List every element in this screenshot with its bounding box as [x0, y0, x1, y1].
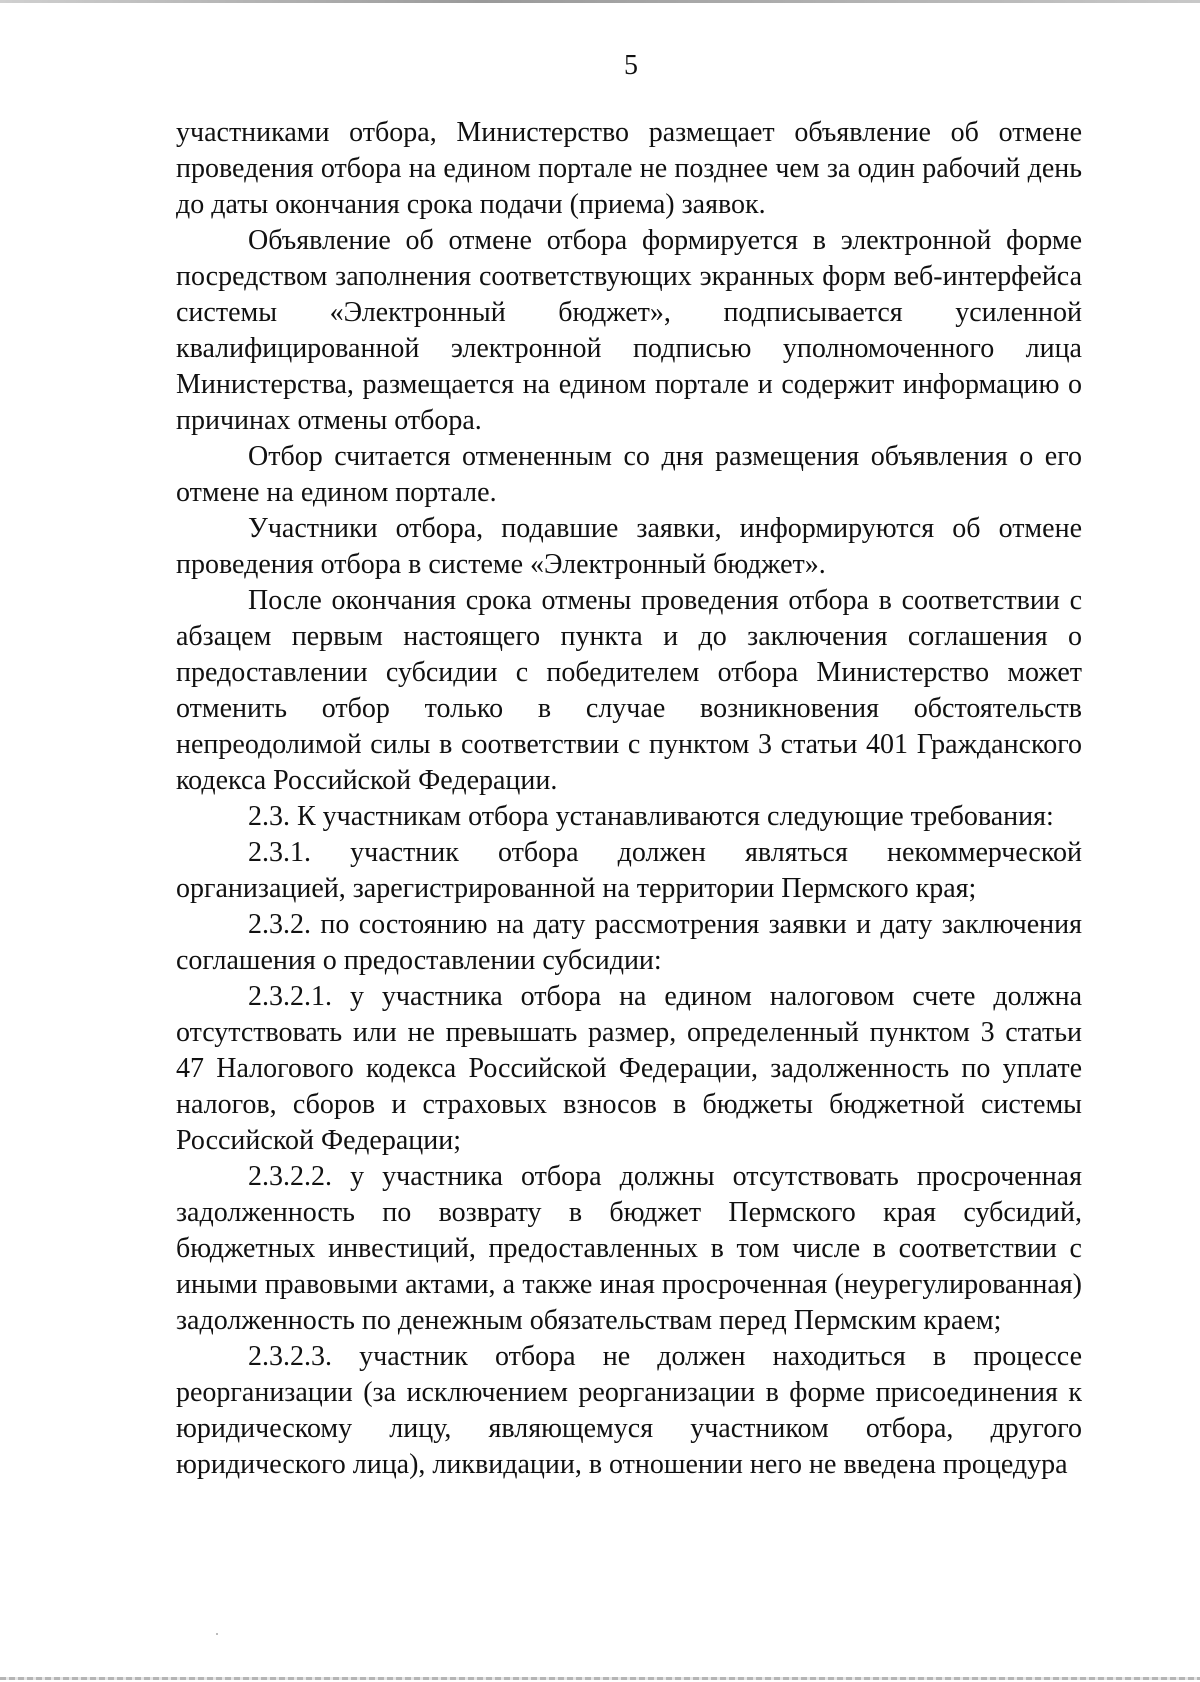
paragraph-section-2-3-2: 2.3.2. по состоянию на дату рассмотрения заявки и дату заключения соглашения о предоставлении субсидии:	[176, 909, 1082, 976]
paragraph-section-2-3-2-1: 2.3.2.1. у участника отбора на едином налоговом счете должна отсутствовать или не превышать размер, определенный пунктом 3 статьи 47 Налогового кодекса Российской Федерации, задолженность по уплате налогов, сборов и страховых взносов в бюджеты бюджетной системы Российской Федерации;	[176, 981, 1082, 1156]
paragraph-section-2-3: 2.3. К участникам отбора устанавливаются следующие требования:	[248, 801, 1054, 832]
paragraph-section-2-3-1: 2.3.1. участник отбора должен являться некоммерческой организацией, зарегистрированной на территории Пермского края;	[176, 837, 1082, 904]
document-body	[176, 115, 1082, 1483]
paragraph-force-majeure: После окончания срока отмены проведения отбора в соответствии с абзацем первым настоящего пункта и до заключения соглашения о предоставлении субсидии с победителем отбора Министерство может отменить отбор только в случае возникновения обстоятельств непреодолимой силы в соответствии с пунктом 3 статьи 401 Гражданского кодекса Российской Федерации.	[176, 585, 1082, 796]
paragraph-cancellation-effective: Отбор считается отмененным со дня размещения объявления о его отмене на едином портале.	[176, 441, 1082, 508]
scan-bottom-edge	[0, 1677, 1200, 1680]
scan-top-edge	[0, 0, 1200, 3]
paragraph-continuation: участниками отбора, Министерство размещает объявление об отмене проведения отбора на едином портале не позднее чем за один рабочий день до даты окончания срока подачи (приема) заявок.	[176, 117, 1082, 220]
paragraph-participants-informed: Участники отбора, подавшие заявки, информируются об отмене проведения отбора в системе «Электронный бюджет».	[176, 513, 1082, 580]
paragraph-cancellation-notice: Объявление об отмене отбора формируется в электронной форме посредством заполнения соответствующих экранных форм веб-интерфейса системы «Электронный бюджет», подписывается усиленной квалифицированной электронной подписью уполномоченного лица Министерства, размещается на едином портале и содержит информацию о причинах отмены отбора.	[176, 225, 1082, 436]
paragraph-section-2-3-2-3: 2.3.2.3. участник отбора не должен находиться в процессе реорганизации (за исключением реорганизации в форме присоединения к юридическому лицу, являющемуся участником отбора, другого юридического лица), ликвидации, в отношении него не введена процедура	[176, 1341, 1082, 1480]
paragraph-section-2-3-2-2: 2.3.2.2. у участника отбора должны отсутствовать просроченная задолженность по возврату в бюджет Пермского края субсидий, бюджетных инвестиций, предоставленных в том числе в соответствии с иными правовыми актами, а также иная просроченная (неурегулированная) задолженность по денежным обязательствам перед Пермским краем;	[176, 1161, 1082, 1336]
page-number: 5	[624, 50, 638, 81]
scan-speck	[216, 1633, 218, 1635]
